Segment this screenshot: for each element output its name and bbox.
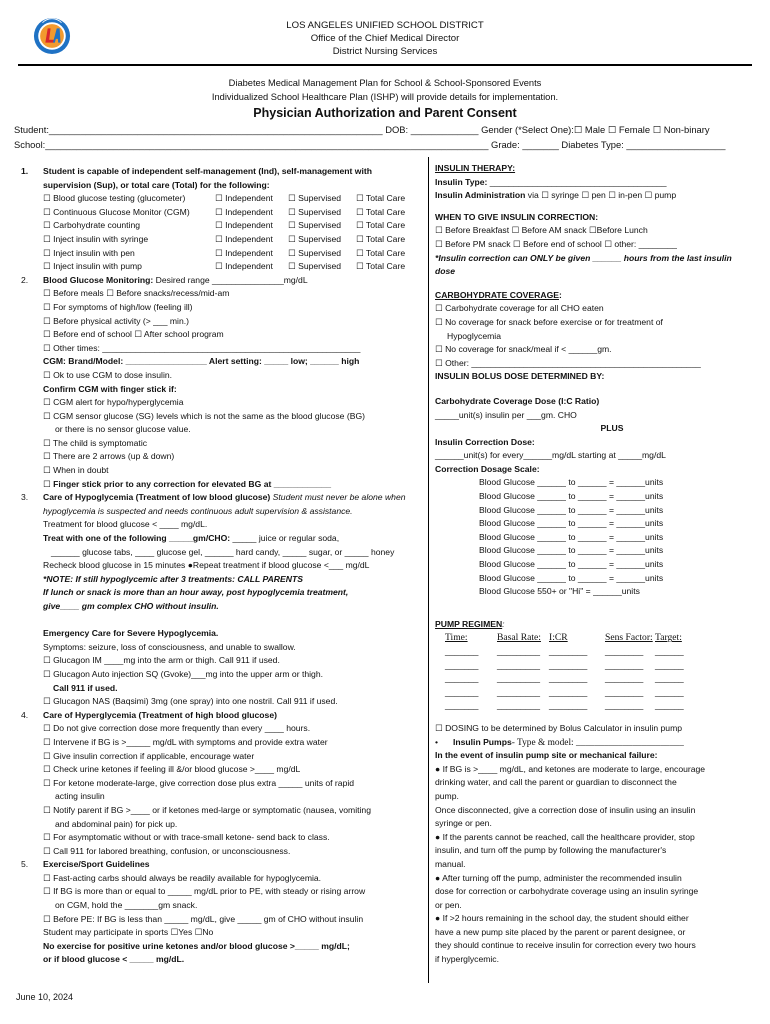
confirm-cgm-option[interactable]: ☐ There are 2 arrows (up & down) bbox=[43, 451, 175, 462]
dosage-scale-row: Blood Glucose ______ to ______ = ______units bbox=[479, 559, 664, 570]
hyperglycemia-option[interactable]: and abdominal pain) for pick up. bbox=[55, 818, 178, 829]
pump-regimen-cell[interactable]: _________ bbox=[497, 686, 541, 697]
exercise-option[interactable]: ☐ Before PE: If BG is less than _____ mg/dL, give _____ gm of CHO without insulin bbox=[43, 913, 364, 924]
pump-regimen-cell[interactable]: _______ bbox=[445, 686, 479, 697]
pump-column-header: Basal Rate: bbox=[497, 632, 541, 644]
insulin-type-field[interactable]: _____________________________________ bbox=[489, 176, 667, 187]
pump-regimen-cell[interactable]: ______ bbox=[655, 673, 684, 684]
pump-regimen-cell[interactable]: ________ bbox=[605, 686, 644, 697]
independent-option[interactable]: ☐ Independent bbox=[215, 193, 273, 204]
cgm-ok-option[interactable]: ☐ Ok to use CGM to dose insulin. bbox=[43, 369, 173, 380]
insulin-admin-label: Insulin Administration bbox=[435, 190, 526, 201]
self-management-row bbox=[43, 233, 421, 247]
carb-coverage-options bbox=[435, 302, 753, 370]
hyperglycemia-option[interactable]: ☐ Notify parent if BG >____ or if ketones med-large or symptomatic (nausea, vomiting bbox=[43, 804, 371, 815]
hypo-note-cho: give____ gm complex CHO without insulin. bbox=[43, 601, 219, 611]
plus-label: PLUS bbox=[600, 423, 624, 434]
supervised-option[interactable]: ☐ Supervised bbox=[288, 193, 342, 204]
carb-coverage-title: CARBOHYDRATE COVERAGE bbox=[435, 289, 559, 300]
bg-monitoring-options bbox=[43, 287, 421, 355]
recheck-line: Recheck blood glucose in 15 minutes ●Repeat treatment if blood glucose <___ mg/dL bbox=[43, 560, 370, 571]
call-911-note: Call 911 if used. bbox=[53, 682, 118, 693]
insulin-admin-line bbox=[435, 189, 753, 203]
juice-line: _____ juice or regular soda, bbox=[230, 533, 340, 544]
section-4-title: Care of Hyperglycemia (Treatment of high blood glucose) bbox=[43, 709, 277, 720]
pump-regimen-cell[interactable]: ______ bbox=[655, 700, 684, 711]
pump-failure-line: ● If BG is >____ mg/dL, and ketones are moderate to large, encourage bbox=[435, 763, 706, 774]
independent-option[interactable]: ☐ Independent bbox=[215, 206, 273, 217]
pump-regimen-cell[interactable]: ________ bbox=[549, 659, 588, 670]
pump-regimen-cell[interactable]: _______ bbox=[445, 646, 479, 656]
confirm-cgm-option[interactable]: ☐ CGM sensor glucose (SG) levels which is not the same as the blood glucose (BG) bbox=[43, 410, 365, 421]
bg-monitoring-option[interactable]: ☐ Before end of school ☐ After school program bbox=[43, 329, 224, 340]
pump-failure-line: ● If the parents cannot be reached, call the healthcare provider, stop bbox=[435, 831, 695, 842]
section-number: 5. bbox=[21, 859, 29, 870]
self-management-table bbox=[43, 192, 421, 274]
task-option[interactable]: ☐ Blood glucose testing (glucometer) bbox=[43, 193, 186, 204]
carb-coverage-option[interactable]: Hypoglycemia bbox=[447, 330, 501, 341]
student-info-line: Student:________________________________________________________________ DOB: _____________ Gender (*Select One):☐ Male ☐ Female ☐ Non-binary bbox=[14, 124, 710, 135]
total-care-option[interactable]: ☐ Total Care bbox=[356, 206, 406, 217]
pump-failure-line: pump. bbox=[435, 790, 459, 801]
school-info-line: School:_____________________________________________________________________________________ Grade: _______ Diabetes Type: ___________________ bbox=[14, 139, 726, 150]
hyperglycemia-option[interactable]: ☐ Give insulin correction if applicable, encourage water bbox=[43, 750, 255, 761]
pump-regimen-cell[interactable]: ________ bbox=[549, 700, 588, 711]
pump-regimen-cell[interactable]: ______ bbox=[655, 659, 684, 670]
insulin-therapy-title: INSULIN THERAPY: bbox=[435, 163, 516, 173]
spacer bbox=[435, 203, 753, 211]
pump-failure-line: drinking water, and call the parent or guardian to disconnect the bbox=[435, 777, 677, 788]
bg-monitoring-option[interactable]: ☐ Before physical activity (> ___ min.) bbox=[43, 315, 189, 326]
pump-failure-line: syringe or pen. bbox=[435, 818, 492, 829]
finger-stick-option[interactable]: ☐ Finger stick prior to any correction for elevated BG at ____________ bbox=[43, 478, 332, 489]
spacer bbox=[435, 713, 753, 722]
pump-regimen-cell[interactable]: _________ bbox=[497, 673, 541, 684]
pump-failure-line: insulin, and turn off the pump by following the manufacturer's bbox=[435, 845, 667, 856]
section-1-title: Student is capable of independent self-management (Ind), self-management with supervision (Sup), or total care (Total) for the following: bbox=[43, 166, 372, 190]
dosage-scale-title: Correction Dosage Scale: bbox=[435, 463, 540, 474]
section-3-title: Care of Hypoglycemia (Treatment of low blood glucose) bbox=[43, 492, 271, 503]
pump-regimen-header bbox=[435, 631, 753, 645]
footer-date: June 10, 2024 bbox=[16, 992, 74, 1002]
hyperglycemia-option[interactable]: ☐ For asymptomatic without or with trace-small ketone- send back to class. bbox=[43, 832, 330, 843]
task-option[interactable]: ☐ Inject insulin with syringe bbox=[43, 233, 149, 244]
dosage-scale-table bbox=[435, 476, 753, 598]
bolus-calculator-option[interactable]: ☐ DOSING to be determined by Bolus Calculator in insulin pump bbox=[435, 722, 683, 733]
section-3 bbox=[21, 491, 421, 518]
pump-regimen-title-row: PUMP REGIMEN: bbox=[435, 618, 505, 629]
ic-ratio-line: _____unit(s) insulin per ___gm. CHO bbox=[435, 409, 577, 420]
pump-regimen-cell[interactable]: _______ bbox=[445, 659, 479, 670]
right-column bbox=[435, 162, 753, 967]
pump-regimen-cell[interactable]: ________ bbox=[549, 646, 588, 656]
pump-failure-line: manual. bbox=[435, 858, 466, 869]
no-exercise-line-2: or if blood glucose < _____ mg/dL. bbox=[43, 954, 185, 965]
pump-regimen-cell[interactable]: _________ bbox=[497, 646, 541, 656]
carb-coverage-title-row: CARBOHYDRATE COVERAGE: bbox=[435, 289, 562, 300]
when-correction-options-2[interactable]: ☐ Before PM snack ☐ Before end of school ☐ other: ________ bbox=[435, 238, 677, 249]
hypo-treat-with bbox=[43, 532, 421, 546]
pump-failure-line: ● After turning off the pump, administer the recommended insulin bbox=[435, 872, 682, 883]
spacer bbox=[43, 614, 421, 628]
pump-regimen-row bbox=[435, 686, 753, 700]
gvoke-option[interactable]: ☐ Glucagon Auto injection SQ (Gvoke)___mg into the upper arm or thigh. bbox=[43, 668, 323, 679]
pump-regimen-title: PUMP REGIMEN bbox=[435, 618, 503, 629]
pump-regimen-rows bbox=[435, 645, 753, 713]
pump-regimen-row bbox=[435, 699, 753, 713]
pump-column-header: I:CR bbox=[549, 632, 568, 644]
plan-subtitle-2: Individualized School Healthcare Plan (ISHP) will provide details for implementation. bbox=[211, 92, 559, 102]
self-management-row bbox=[43, 260, 421, 274]
pump-failure-line: ● If >2 hours remaining in the school day, the student should either bbox=[435, 913, 689, 924]
pump-regimen-row bbox=[435, 645, 753, 659]
when-correction-options-1[interactable]: ☐ Before Breakfast ☐ Before AM snack ☐Before Lunch bbox=[435, 225, 648, 236]
pump-regimen-cell[interactable]: ________ bbox=[605, 700, 644, 711]
pump-regimen-cell[interactable]: ________ bbox=[549, 686, 588, 697]
hyperglycemia-option[interactable]: ☐ Check urine ketones if feeling ill &/or blood glucose >____ mg/dL bbox=[43, 764, 301, 775]
self-management-row bbox=[43, 247, 421, 261]
emergency-symptoms: Symptoms: seizure, loss of consciousness, and unable to swallow. bbox=[43, 641, 296, 652]
hypo-note-parents: *NOTE: If still hypoglycemic after 3 treatments: CALL PARENTS bbox=[43, 573, 303, 584]
hyperglycemia-option[interactable]: ☐ Intervene if BG is >_____ mg/dL with symptoms and provide extra water bbox=[43, 736, 328, 747]
section-4 bbox=[21, 709, 421, 723]
when-correction-title: WHEN TO GIVE INSULIN CORRECTION: bbox=[435, 211, 599, 222]
insulin-type-line bbox=[435, 176, 753, 190]
pump-column-header: Time: bbox=[445, 632, 468, 644]
cgm-brand-line: CGM: Brand/Model: _________________ Alert setting: _____ low; ______ high bbox=[43, 356, 360, 367]
total-care-option[interactable]: ☐ Total Care bbox=[356, 193, 406, 204]
task-option[interactable]: ☐ Inject insulin with pen bbox=[43, 247, 135, 258]
pump-failure-line: Once disconnected, give a correction dose of insulin using an insulin bbox=[435, 804, 696, 815]
section-2 bbox=[21, 274, 421, 288]
pump-regimen-cell[interactable]: _______ bbox=[445, 673, 479, 684]
hyperglycemia-option[interactable]: ☐ Do not give correction dose more frequently than every ____ hours. bbox=[43, 723, 311, 734]
emergency-title: Emergency Care for Severe Hypoglycemia. bbox=[43, 628, 219, 639]
spacer bbox=[435, 599, 753, 618]
correction-note: *Insulin correction can ONLY be given ______ hours from the last insulin dose bbox=[435, 252, 732, 277]
office-name: Office of the Chief Medical Director bbox=[310, 33, 460, 44]
pump-regimen-cell[interactable]: _______ bbox=[445, 700, 479, 711]
exercise-option[interactable]: Student may participate in sports ☐Yes ☐No bbox=[43, 927, 214, 938]
hyperglycemia-option[interactable]: acting insulin bbox=[55, 791, 105, 802]
dosage-scale-row: Blood Glucose ______ to ______ = ______units bbox=[479, 531, 664, 542]
dosage-scale-row: Blood Glucose ______ to ______ = ______units bbox=[479, 477, 664, 488]
treat-with-label: Treat with one of the following _____gm/CHO: bbox=[43, 533, 231, 544]
supervised-option[interactable]: ☐ Supervised bbox=[288, 247, 342, 258]
dosage-scale-row: Blood Glucose ______ to ______ = ______units bbox=[479, 491, 664, 502]
exercise-option[interactable]: on CGM, hold the _______gm snack. bbox=[55, 900, 198, 911]
desired-range: Desired range _______________mg/dL bbox=[153, 274, 308, 285]
total-care-option[interactable]: ☐ Total Care bbox=[356, 220, 406, 231]
insulin-pumps-label: Insulin Pumps bbox=[453, 736, 512, 747]
header-divider bbox=[18, 64, 752, 66]
carb-coverage-option[interactable]: ☐ Carbohydrate coverage for all CHO eaten bbox=[435, 303, 604, 314]
pump-regimen-cell[interactable]: ________ bbox=[605, 646, 644, 656]
pump-failure-line: if hyperglycemic. bbox=[435, 954, 499, 965]
confirm-cgm-option[interactable]: ☐ CGM alert for hypo/hyperglycemia bbox=[43, 397, 184, 408]
pump-regimen-cell[interactable]: ______ bbox=[655, 686, 684, 697]
pump-failure-line: have a new pump site placed by the parent or parent designee, or bbox=[435, 926, 686, 937]
pump-failure-instructions bbox=[435, 763, 753, 967]
dosage-scale-row: Blood Glucose ______ to ______ = ______units bbox=[479, 518, 664, 529]
pump-regimen-cell[interactable]: ______ bbox=[655, 646, 684, 656]
section-5 bbox=[21, 858, 421, 872]
confirm-cgm-title: Confirm CGM with finger stick if: bbox=[43, 383, 177, 394]
independent-option[interactable]: ☐ Independent bbox=[215, 220, 273, 231]
hyperglycemia-option[interactable]: ☐ Call 911 for labored breathing, confusion, or unconsciousness. bbox=[43, 845, 291, 856]
glucose-tabs-line: ______ glucose tabs, ____ glucose gel, ______ hard candy, _____ sugar, or _____ honey bbox=[51, 546, 395, 557]
hyperglycemia-options bbox=[43, 722, 421, 858]
pump-model-field[interactable]: - Type & model: _______________________ bbox=[511, 737, 684, 748]
baqsimi-option[interactable]: ☐ Glucagon NAS (Baqsimi) 3mg (one spray) into one nostril. Call 911 if used. bbox=[43, 696, 338, 707]
supervised-option[interactable]: ☐ Supervised bbox=[288, 233, 342, 244]
carb-coverage-option[interactable]: ☐ Other: ________________________________________________ bbox=[435, 357, 701, 368]
task-option[interactable]: ☐ Carbohydrate counting bbox=[43, 220, 141, 231]
no-exercise-line: No exercise for positive urine ketones and/or blood glucose >_____ mg/dL; bbox=[43, 940, 350, 951]
hypo-note-lunch: If lunch or snack is more than an hour away, post hypoglycemia treatment, bbox=[43, 587, 349, 598]
carb-coverage-option[interactable]: ☐ No coverage for snack before exercise or for treatment of bbox=[435, 316, 663, 327]
pump-column-header: Sens Factor: bbox=[605, 632, 653, 644]
pump-regimen-cell[interactable]: ________ bbox=[549, 673, 588, 684]
dosage-scale-row: Blood Glucose ______ to ______ = ______units bbox=[479, 572, 664, 583]
hypo-treatment-threshold: Treatment for blood glucose < ____ mg/dL. bbox=[43, 519, 208, 530]
pump-regimen-cell[interactable]: _________ bbox=[497, 659, 541, 670]
pump-regimen-row bbox=[435, 672, 753, 686]
spacer bbox=[435, 279, 753, 289]
total-care-option[interactable]: ☐ Total Care bbox=[356, 261, 406, 272]
ic-ratio-title: Carbohydrate Coverage Dose (I:C Ratio) bbox=[435, 395, 600, 406]
pump-regimen-row bbox=[435, 659, 753, 673]
pump-regimen-cell[interactable]: ________ bbox=[605, 673, 644, 684]
total-care-option[interactable]: ☐ Total Care bbox=[356, 233, 406, 244]
hyperglycemia-option[interactable]: ☐ For ketone moderate-large, give correction dose plus extra _____ units of rapid bbox=[43, 777, 355, 788]
total-care-option[interactable]: ☐ Total Care bbox=[356, 247, 406, 258]
supervised-option[interactable]: ☐ Supervised bbox=[288, 220, 342, 231]
section-number: 4. bbox=[21, 709, 29, 720]
plan-subtitle: Diabetes Medical Management Plan for School & School-Sponsored Events bbox=[228, 78, 542, 88]
task-option[interactable]: ☐ Continuous Glucose Monitor (CGM) bbox=[43, 206, 190, 217]
self-management-row bbox=[43, 192, 421, 206]
exercise-options bbox=[43, 872, 421, 940]
bolus-dose-title: INSULIN BOLUS DOSE DETERMINED BY: bbox=[435, 371, 605, 382]
bg-monitoring-option[interactable]: ☐ For symptoms of high/low (feeling ill) bbox=[43, 301, 193, 312]
exercise-option[interactable]: ☐ Fast-acting carbs should always be readily available for hypoglycemia. bbox=[43, 872, 322, 883]
section-number: 3. bbox=[21, 492, 29, 503]
dosage-scale-row: Blood Glucose 550+ or "Hi" = ______units bbox=[479, 586, 640, 597]
independent-option[interactable]: ☐ Independent bbox=[215, 261, 273, 272]
carb-coverage-option[interactable]: ☐ No coverage for snack/meal if < ______gm. bbox=[435, 344, 612, 355]
pump-failure-line: they should continue to receive insulin for correction every two hours bbox=[435, 940, 696, 951]
self-management-row bbox=[43, 219, 421, 233]
section-5-title: Exercise/Sport Guidelines bbox=[43, 859, 150, 870]
insulin-type-label: Insulin Type: bbox=[435, 176, 490, 187]
confirm-cgm-options bbox=[43, 396, 421, 478]
department-name: District Nursing Services bbox=[332, 46, 438, 57]
independent-option[interactable]: ☐ Independent bbox=[215, 233, 273, 244]
pump-failure-title: In the event of insulin pump site or mechanical failure: bbox=[435, 750, 658, 761]
insulin-pumps-line: • Insulin Pumps- Type & model: _______________________ bbox=[435, 736, 684, 748]
section-number: 2. bbox=[21, 274, 29, 285]
section-2-title: Blood Glucose Monitoring: bbox=[43, 274, 154, 285]
section-1 bbox=[21, 165, 421, 192]
pump-regimen-cell[interactable]: _________ bbox=[497, 700, 541, 711]
self-management-row bbox=[43, 206, 421, 220]
exercise-option[interactable]: ☐ If BG is more than or equal to _____ mg/dL prior to PE, with steady or rising arrow bbox=[43, 886, 366, 897]
bg-monitoring-option[interactable]: ☐ Other times: ______________________________________________________ bbox=[43, 342, 361, 353]
section-number: 1. bbox=[21, 166, 29, 176]
spacer bbox=[435, 384, 753, 395]
left-column bbox=[21, 165, 421, 967]
pump-regimen-cell[interactable]: ________ bbox=[605, 659, 644, 670]
task-option[interactable]: ☐ Inject insulin with pump bbox=[43, 261, 142, 272]
correction-dose-line: ______unit(s) for every______mg/dL starting at _____mg/dL bbox=[435, 450, 666, 461]
supervised-option[interactable]: ☐ Supervised bbox=[288, 206, 342, 217]
hypoglycemia-note: Student must never be alone when hypoglycemia is suspected and needs continuous adult supervision & assistance. bbox=[43, 492, 406, 516]
dosage-scale-row: Blood Glucose ______ to ______ = ______units bbox=[479, 545, 664, 556]
confirm-cgm-option[interactable]: or there is no sensor glucose value. bbox=[55, 424, 191, 435]
glucagon-im-option[interactable]: ☐ Glucagon IM ____mg into the arm or thigh. Call 911 if used. bbox=[43, 655, 280, 666]
pump-column-header: Target: bbox=[655, 632, 682, 644]
pump-failure-line: or pen. bbox=[435, 899, 462, 910]
supervised-option[interactable]: ☐ Supervised bbox=[288, 261, 342, 272]
confirm-cgm-option[interactable]: ☐ When in doubt bbox=[43, 465, 109, 476]
district-name: LOS ANGELES UNIFIED SCHOOL DISTRICT bbox=[286, 20, 484, 31]
pump-failure-line: dose for correction or carbohydrate coverage using an insulin syringe bbox=[435, 886, 699, 897]
column-divider bbox=[428, 157, 429, 983]
independent-option[interactable]: ☐ Independent bbox=[215, 247, 273, 258]
dosage-scale-row: Blood Glucose ______ to ______ = ______units bbox=[479, 504, 664, 515]
correction-dose-title: Insulin Correction Dose: bbox=[435, 436, 535, 447]
confirm-cgm-option[interactable]: ☐ The child is symptomatic bbox=[43, 437, 148, 448]
insulin-admin-options[interactable]: via ☐ syringe ☐ pen ☐ in-pen ☐ pump bbox=[525, 190, 677, 201]
page-title: Physician Authorization and Parent Consent bbox=[253, 106, 517, 120]
bg-monitoring-option[interactable]: ☐ Before meals ☐ Before snacks/recess/mid-am bbox=[43, 288, 230, 299]
